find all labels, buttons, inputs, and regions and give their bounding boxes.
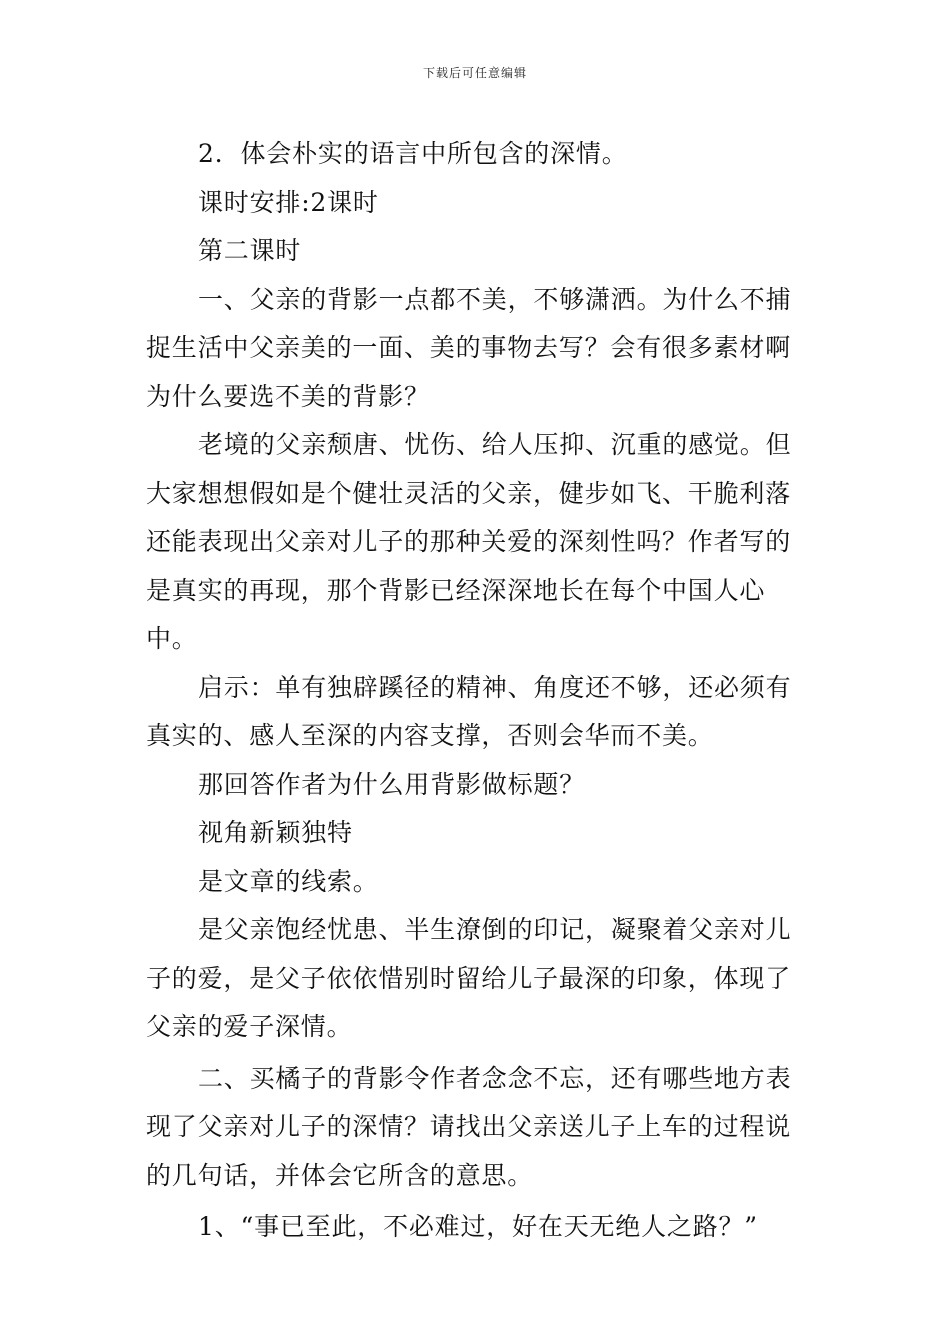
paragraph-lesson-heading: 第二课时 (198, 236, 302, 265)
paragraph-reason-3: 是父亲饱经忧患、半生潦倒的印记，凝聚着父亲对儿子的爱，是父子依依惜别时留给儿子最深的印象，体现了父亲的爱子深情。 (146, 915, 792, 1041)
paragraph-explanation: 老境的父亲颓唐、忧伤、给人压抑、沉重的感觉。但大家想想假如是个健壮灵活的父亲，健步如飞、干脆利落还能表现出父亲对儿子的那种关爱的深刻性吗？作者写的是真实的再现，那个背影已经深深地长在每个中国人心中。 (146, 430, 792, 653)
paragraph-reason-2: 是文章的线索。 (198, 866, 379, 896)
paragraph-question-2: 二、买橘子的背影令作者念念不忘，还有哪些地方表现了父亲对儿子的深情？请找出父亲送儿子上车的过程说的几句话，并体会它所含的意思。 (146, 1063, 792, 1190)
paragraph-insight: 启示：单有独辟蹊径的精神、角度还不够，还必须有真实的、感人至深的内容支撑，否则会华而不美。 (146, 672, 792, 750)
paragraph-question-1: 一、父亲的背影一点都不美，不够潇洒。为什么不捕捉生活中父亲美的一面、美的事物去写？会有很多素材啊为什么要选不美的背影？ (146, 284, 792, 411)
document-body (146, 130, 811, 1252)
paragraph-schedule: 课时安排:2课时 (198, 187, 379, 217)
paragraph-title-question: 那回答作者为什么用背影做标题？ (198, 769, 586, 799)
page-header: 下载后可任意编辑 (422, 66, 527, 80)
paragraph-reason-1: 视角新颖独特 (198, 818, 353, 847)
paragraph-objective-2: 2．体会朴实的语言中所包含的深情。 (198, 139, 628, 168)
paragraph-quote-1: 1、“事已至此，不必难过，好在天无绝人之路？” (198, 1212, 758, 1241)
